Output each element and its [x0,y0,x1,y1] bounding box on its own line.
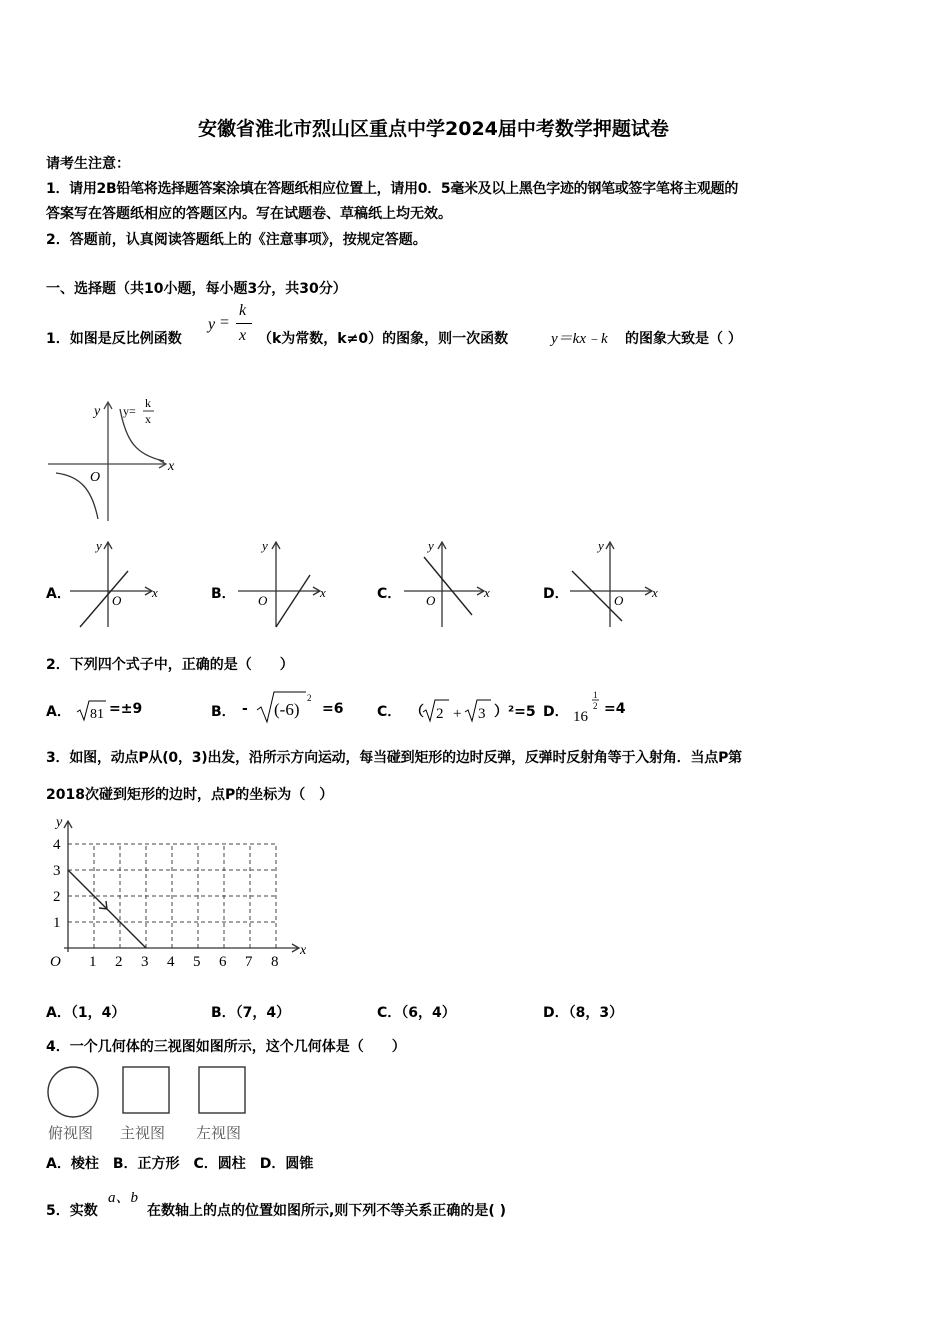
svg-text:O: O [258,593,268,608]
q2-option-d-rest: =4 [604,701,626,717]
svg-text:(-6): (-6) [274,700,300,719]
q2-option-b-rest: =6 [322,701,344,717]
q1-option-c-graph[interactable] [402,535,502,631]
y-axis-label: y [56,815,63,830]
svg-text:2: 2 [436,706,444,722]
svg-text:y: y [262,538,268,553]
q1-hyperbola-graph [44,393,184,523]
q3-option-c[interactable]: C．（6，4） [377,1005,456,1021]
q1-graph-den: x [145,412,151,426]
top-view-label: 俯视图 [48,1126,94,1142]
svg-text:2: 2 [307,693,312,703]
x-tick-label: 1 [89,954,97,970]
x-tick-label: 2 [115,954,123,970]
q1-linear-formula: y＝kx﹣k [551,331,608,347]
front-view-label: 主视图 [120,1126,166,1142]
svg-text:y: y [428,538,434,553]
q1-option-b-label: B． [211,586,236,602]
notice-heading: 请考生注意： [46,156,130,172]
svg-text:3: 3 [478,706,486,722]
x-tick-label: 7 [245,954,253,970]
origin-label: O [50,954,61,970]
q2-option-a-label: A． [46,704,71,720]
svg-text:O: O [426,593,436,608]
q2-option-a-rest: =±9 [109,701,143,717]
q1-option-d-label: D． [543,586,569,602]
q5-vars: a、b [108,1190,139,1206]
svg-text:+: + [453,706,462,722]
svg-text:1: 1 [593,690,598,700]
q3-option-b[interactable]: B．（7，4） [211,1005,291,1021]
q2-option-a-radical [76,698,108,724]
q2-option-b-radical [256,688,322,726]
svg-text:O: O [614,593,624,608]
x-tick-label: 5 [193,954,201,970]
q1-graph-num: k [145,396,151,410]
q5-suffix: 在数轴上的点的位置如图所示,则下列不等关系正确的是( ) [147,1203,506,1219]
q2-option-d-power [572,688,604,726]
q3-rectangle-grid-chart [44,812,314,974]
svg-text:16: 16 [573,709,588,725]
notice-line-1b: 答案写在答题纸相应的答题区内。写在试题卷、草稿纸上均无效。 [46,206,452,222]
q1-option-b-graph[interactable] [234,535,334,631]
q1-graph-eq: y= [123,404,136,418]
q1-middle: （k为常数，k≠0）的图象，则一次函数 [258,331,509,347]
q1-prefix: 1．如图是反比例函数 [46,331,182,347]
q4-options[interactable]: A．棱柱 B．正方形 C．圆柱 D．圆锥 [46,1156,314,1172]
q3-option-a[interactable]: A．（1，4） [46,1005,126,1021]
x-tick-label: 3 [141,954,149,970]
y-tick-label: 2 [53,889,61,905]
q1-graph-y-label: y [94,404,101,419]
q4-stem: 4．一个几何体的三视图如图所示，这个几何体是（ ） [46,1039,406,1055]
x-axis-label: x [300,943,307,958]
front-view-square [123,1067,169,1113]
page-title: 安徽省淮北市烈山区重点中学2024届中考数学押题试卷 [198,118,669,140]
svg-text:x: x [152,585,158,600]
q1-option-c-label: C． [377,586,402,602]
q1-option-a-graph[interactable] [70,535,170,631]
q3-option-d[interactable]: D．（8，3） [543,1005,624,1021]
q2-option-c-open: （ [410,704,424,720]
x-tick-label: 4 [167,954,175,970]
q2-option-b-label: B． [211,704,236,720]
q5-prefix: 5．实数 [46,1203,98,1219]
notice-line-2: 2．答题前，认真阅读答题纸上的《注意事项》，按规定答题。 [46,232,427,248]
q1-graph-x-label: x [168,459,175,474]
q1-inverse-formula: y = k x [206,302,254,350]
x-tick-label: 8 [271,954,279,970]
q2-option-c-rest: ）²=5 [494,704,536,720]
svg-text:2: 2 [593,701,598,711]
q1-suffix: 的图象大致是（ ） [625,331,742,347]
q2-stem: 2．下列四个式子中，正确的是（ ） [46,657,294,673]
y-tick-label: 3 [53,863,61,879]
y-tick-label: 1 [53,915,61,931]
q2-option-b-minus: - [242,701,248,717]
q1-option-d-graph[interactable] [566,535,666,631]
notice-line-1: 1．请用2B铅笔将选择题答案涂填在答题纸相应位置上，请用0．5毫米及以上黑色字迹的钢笔或签字笔将主观题的 [46,181,739,197]
svg-text:x: x [484,585,490,600]
q1-graph-origin: O [90,470,101,485]
section-heading: 一、选择题（共10小题，每小题3分，共30分） [46,281,347,297]
x-tick-label: 6 [219,954,227,970]
side-view-square [199,1067,245,1113]
svg-text:x: x [320,585,326,600]
y-tick-label: 4 [53,837,61,853]
q3-line-2: 2018次碰到矩形的边时，点P的坐标为（ ） [46,787,334,803]
q2-option-c-expression [422,697,494,725]
q4-three-views [44,1062,254,1144]
q2-option-d-label: D． [543,704,569,720]
q1-option-a-label: A． [46,586,71,602]
top-view-circle [48,1067,98,1117]
svg-text:y: y [96,538,102,553]
svg-text:81: 81 [90,707,104,722]
svg-text:y: y [598,538,604,553]
svg-text:x: x [652,585,658,600]
svg-text:O: O [112,593,122,608]
side-view-label: 左视图 [196,1126,242,1142]
q3-line-1: 3．如图，动点P从(0，3)出发，沿所示方向运动，每当碰到矩形的边时反弹，反弹时反射角等于入射角．当点P第 [46,750,742,766]
q2-option-c-label: C． [377,704,402,720]
